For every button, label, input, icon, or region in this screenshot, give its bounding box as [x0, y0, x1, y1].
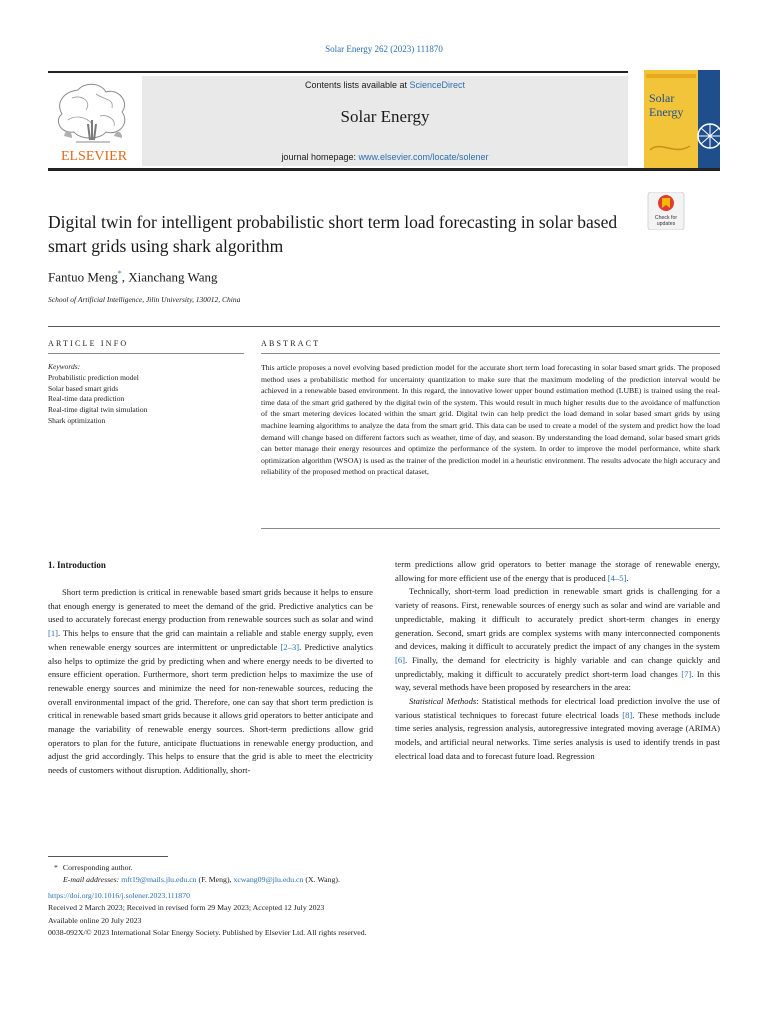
citation-link[interactable]: [1]	[48, 628, 59, 639]
footnotes	[48, 862, 720, 939]
check-updates-label-2: updates	[656, 221, 676, 227]
journal-cover-image[interactable]	[644, 70, 720, 168]
body-paragraph: Short term prediction is critical in renewable based smart grids because it helps to ensure that enough energy is generated to meet the demand of the grid. Predictive analytics can be used to accurately forecast energy production from renewable sources such as solar and wind [1]. This helps to ensure that the grid can maintain a reliable and stable energy supply, even when renewable energy sources are intermittent or unpredictable [2–3]. Predictive analytics also helps to optimize the grid by predicting when and where energy needs to be diverted to ensure efficient operation. Furthermore, short term prediction helps to maximize the use of renewable energy sources and minimize the need for non-renewable sources, reducing the overall environmental impact of the grid. Therefore, one can say that short term prediction is critical in renewable based smart grids because it allows grid operators to better anticipate and manage the variability of renewable energy sources. Short-term predictions allow grid operators to plan for the future, anticipate fluctuations in renewable energy production, and adjust the grid accordingly. This helps to ensure that the grid is able to meet the electricity needs of customers without disruption. Additionally, short-	[48, 587, 373, 776]
author-separator: ,	[121, 269, 129, 285]
section-divider	[48, 326, 720, 327]
masthead-top-rule	[48, 71, 628, 73]
doi-link[interactable]: https://doi.org/10.1016/j.solener.2023.111870	[48, 890, 191, 900]
citation-link[interactable]: [8]	[622, 709, 633, 720]
author-name[interactable]: Xianchang Wang	[128, 269, 218, 285]
body-paragraph: Technically, short-term load prediction in renewable smart grids is challenging for a variety of reasons. First, renewable sources of energy such as solar and wind are variable and unpredictable, making it difficult to accurately predict short-term changes in energy generation. Second, smart grids are complex systems with many interconnected components and devices, making it difficult to accurately predict the impact of any changes in the system [6]. Finally, the demand for electricity is highly variable and can change quickly and unpredictably, making it difficult to accurately predict short-term load changes [7]. In this way, several methods have been proposed by researchers in the area:	[395, 586, 720, 693]
abstract-bottom-divider	[261, 528, 720, 529]
elsevier-logo[interactable]	[48, 76, 140, 166]
email-addresses: E-mail addresses: mft19@mails.jlu.edu.cn (F. Meng), xcwang09@jlu.edu.cn (X. Wang).	[63, 875, 340, 885]
keyword-item: Probabilistic prediction model	[48, 372, 139, 382]
check-updates-label-1: Check for	[654, 215, 678, 221]
available-online-date: Available online 20 July 2023	[48, 915, 142, 925]
email-link[interactable]: mft19@mails.jlu.edu.cn	[121, 875, 197, 885]
cover-title-line2: Energy	[649, 105, 684, 119]
body-paragraph: Statistical Methods: Statistical methods for electrical load prediction involve the use of various statistical techniques to forecast future electrical loads [8]. These methods include time series analysis, regression analysis, autoregressive integrated moving average (ARIMA) models, and artificial neural networks. Time series analysis is used to identify trends in past electrical load data and to forecast future load. Regression	[395, 696, 721, 761]
keyword-item: Solar based smart grids	[48, 383, 119, 393]
body-column-left	[48, 586, 373, 778]
method-label: Statistical Methods	[409, 696, 477, 707]
keyword-item: Shark optimization	[48, 415, 106, 425]
journal-cover-icon	[644, 70, 720, 168]
masthead-bottom-rule	[48, 168, 720, 171]
citation-link[interactable]: [4–5]	[607, 572, 627, 583]
body-paragraph: term predictions allow grid operators to better manage the storage of renewable energy, allowing for more efficient use of the energy that is produced [4–5].	[395, 559, 720, 583]
keyword-item: Real-time digital twin simulation	[48, 405, 148, 415]
email-label: E-mail addresses:	[63, 875, 120, 885]
received-dates: Received 2 March 2023; Received in revised form 29 May 2023; Accepted 12 July 2023	[48, 903, 325, 913]
journal-name: Solar Energy	[340, 107, 430, 126]
article-info-heading: ARTICLE INFO	[48, 339, 129, 348]
introduction-heading: 1. Introduction	[48, 560, 106, 570]
keywords-block	[48, 362, 147, 427]
elsevier-logo-text: ELSEVIER	[60, 149, 128, 164]
citation-link[interactable]: [2–3]	[280, 641, 300, 652]
body-column-right	[395, 558, 720, 764]
check-for-updates-button[interactable]	[646, 192, 686, 230]
journal-citation-link[interactable]: Solar Energy 262 (2023) 111870	[325, 44, 443, 54]
journal-homepage	[142, 152, 628, 162]
email-link[interactable]: xcwang09@jlu.edu.cn	[233, 875, 304, 885]
keyword-item: Real-time data prediction	[48, 394, 125, 404]
abstract-divider	[261, 353, 720, 354]
contents-availability	[142, 80, 628, 90]
corresponding-author-note: * Corresponding author.	[54, 863, 133, 872]
abstract-heading: ABSTRACT	[261, 339, 321, 348]
citation-link[interactable]: [6]	[395, 654, 406, 665]
corresponding-author-mark[interactable]: *	[117, 269, 122, 278]
article-info-divider	[48, 353, 244, 354]
homepage-prefix: journal homepage:	[281, 152, 359, 162]
elsevier-tree-icon	[48, 76, 140, 166]
copyright-notice: 0038-092X/© 2023 International Solar Energy Society. Published by Elsevier Ltd. All rights reserved.	[48, 928, 367, 938]
sciencedirect-link[interactable]: ScienceDirect	[409, 80, 466, 90]
contents-prefix: Contents lists available at	[304, 80, 410, 90]
abstract-text: This article proposes a novel evolving based prediction model for the accurate short term load forecasting in solar based smart grids. The proposed method uses a probabilistic method for uncertainty quantization to make sure that the maximum modeling of the prediction interval would be achieved in a renewable based environment. In this regard, the innovative lower upper bound estimation method (LUBE) is trained using the real-time data of the smart grid gathered by the digital twin of the system. This would result in much higher results due to the avoidance of malfunction of the smart metering devices located within the smart grid. Digital twin can help predict the load demand in solar based smart grids by using machine learning algorithms to analyze the data from the smart grid. This data can be used to create a model of the system and predict how the load demand will change based on different factors such as weather, time of day, and season. By understanding the load demand, solar based smart grids can better manage their energy resources and optimize the performance of the system. In order to improve the model performance, white shark optimization algorithm (WSOA) is used as the trainer of the prediction model in a heuristic environment. The results advocate the high accuracy and reliability of the proposed method on practical dataset,	[261, 363, 720, 477]
article-title: Digital twin for intelligent probabilistic short term load forecasting in solar based smart grids using shark algorithm	[48, 212, 618, 256]
keywords-label: Keywords:	[48, 362, 81, 371]
citation-link[interactable]: [7]	[681, 668, 692, 679]
author-list	[48, 269, 218, 285]
homepage-link[interactable]: www.elsevier.com/locate/solener	[358, 152, 489, 162]
footnote-mark: *	[54, 863, 58, 872]
check-updates-icon	[646, 192, 686, 230]
author-name[interactable]: Fantuo Meng	[48, 269, 118, 285]
footnote-rule	[48, 856, 168, 857]
author-affiliation: School of Artificial Intelligence, Jilin University, 130012, China	[48, 295, 241, 304]
cover-title-line1: Solar	[649, 91, 675, 105]
